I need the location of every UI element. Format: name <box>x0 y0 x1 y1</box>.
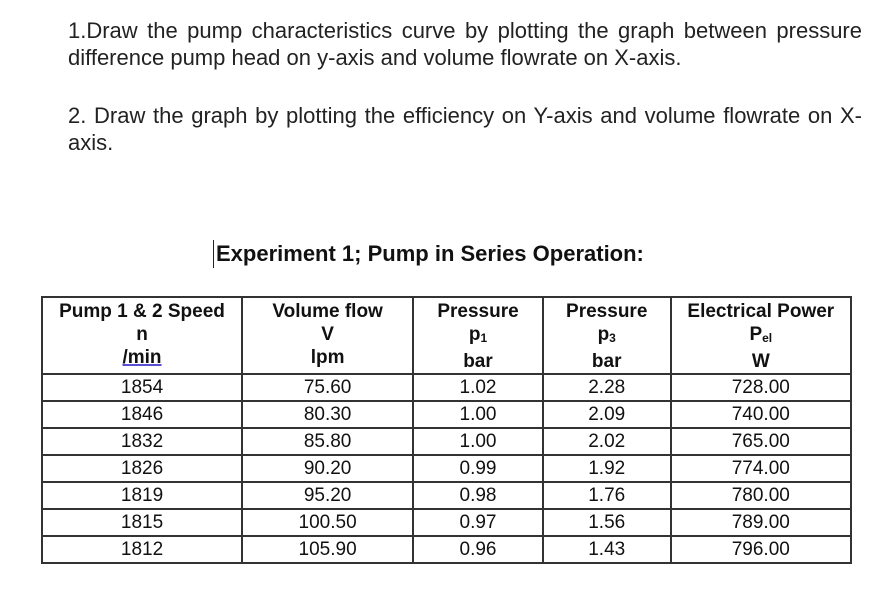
experiment-table <box>41 296 852 564</box>
cell-electrical-power: 740.00 <box>671 401 851 428</box>
cell-pressure-1: 1.00 <box>413 428 543 455</box>
header-p3-subscript: 3 <box>609 331 616 345</box>
header-volume-flow <box>242 297 413 374</box>
header-p1-title: Pressure <box>437 301 519 322</box>
cell-pressure-3: 1.43 <box>543 536 671 563</box>
cell-volume-flow: 75.60 <box>242 374 413 401</box>
header-pressure-3 <box>543 297 671 374</box>
header-p3-unit: bar <box>591 351 622 372</box>
header-speed <box>42 297 242 374</box>
cell-pressure-3: 2.02 <box>543 428 671 455</box>
cell-speed: 1819 <box>42 482 242 509</box>
table-row <box>42 374 851 401</box>
table-row <box>42 428 851 455</box>
experiment-heading: Experiment 1; Pump in Series Operation: <box>213 240 644 268</box>
header-speed-unit: /min <box>122 347 162 368</box>
cell-volume-flow: 90.20 <box>242 455 413 482</box>
header-pressure-1 <box>413 297 543 374</box>
question-1: 1.Draw the pump characteristics curve by plotting the graph between pressure difference pump head on y-axis and volume flowrate on X-axis. <box>68 18 862 70</box>
cell-speed: 1815 <box>42 509 242 536</box>
cell-pressure-3: 1.76 <box>543 482 671 509</box>
table-row <box>42 455 851 482</box>
table-row <box>42 482 851 509</box>
table-row <box>42 401 851 428</box>
cell-pressure-1: 1.00 <box>413 401 543 428</box>
header-p3-title: Pressure <box>566 301 648 322</box>
cell-pressure-3: 1.56 <box>543 509 671 536</box>
header-power-symbol: P <box>749 324 763 345</box>
cell-pressure-1: 0.98 <box>413 482 543 509</box>
header-power-subscript: el <box>762 331 773 345</box>
cell-speed: 1812 <box>42 536 242 563</box>
cell-volume-flow: 100.50 <box>242 509 413 536</box>
header-p1-symbol: p <box>468 324 481 345</box>
cell-volume-flow: 80.30 <box>242 401 413 428</box>
cell-volume-flow: 105.90 <box>242 536 413 563</box>
cell-volume-flow: 95.20 <box>242 482 413 509</box>
header-p1-unit: bar <box>463 351 493 372</box>
cell-volume-flow: 85.80 <box>242 428 413 455</box>
header-volume-symbol: V <box>321 324 334 345</box>
cell-speed: 1854 <box>42 374 242 401</box>
cell-speed: 1846 <box>42 401 242 428</box>
cell-electrical-power: 728.00 <box>671 374 851 401</box>
cell-pressure-1: 0.96 <box>413 536 543 563</box>
cell-speed: 1826 <box>42 455 242 482</box>
cell-electrical-power: 789.00 <box>671 509 851 536</box>
cell-pressure-3: 2.28 <box>543 374 671 401</box>
header-volume-unit: lpm <box>310 347 345 368</box>
header-power-unit: W <box>751 351 770 372</box>
question-2: 2. Draw the graph by plotting the efficiency on Y-axis and volume flowrate on X-axis. <box>68 103 862 155</box>
header-power-title: Electrical Power <box>687 301 835 322</box>
cell-pressure-3: 1.92 <box>543 455 671 482</box>
header-speed-symbol: n <box>136 324 148 345</box>
header-p1-subscript: 1 <box>480 331 488 345</box>
table-row <box>42 509 851 536</box>
cell-electrical-power: 796.00 <box>671 536 851 563</box>
cell-speed: 1832 <box>42 428 242 455</box>
cell-electrical-power: 774.00 <box>671 455 851 482</box>
table-header-row <box>42 297 851 374</box>
cell-pressure-1: 0.97 <box>413 509 543 536</box>
cell-electrical-power: 765.00 <box>671 428 851 455</box>
header-electrical-power <box>671 297 851 374</box>
cell-pressure-1: 0.99 <box>413 455 543 482</box>
table-row <box>42 536 851 563</box>
header-speed-title: Pump 1 & 2 Speed <box>59 301 225 322</box>
cell-pressure-3: 2.09 <box>543 401 671 428</box>
header-volume-title: Volume flow <box>272 301 383 322</box>
cell-pressure-1: 1.02 <box>413 374 543 401</box>
header-p3-symbol: p <box>597 324 610 345</box>
cell-electrical-power: 780.00 <box>671 482 851 509</box>
